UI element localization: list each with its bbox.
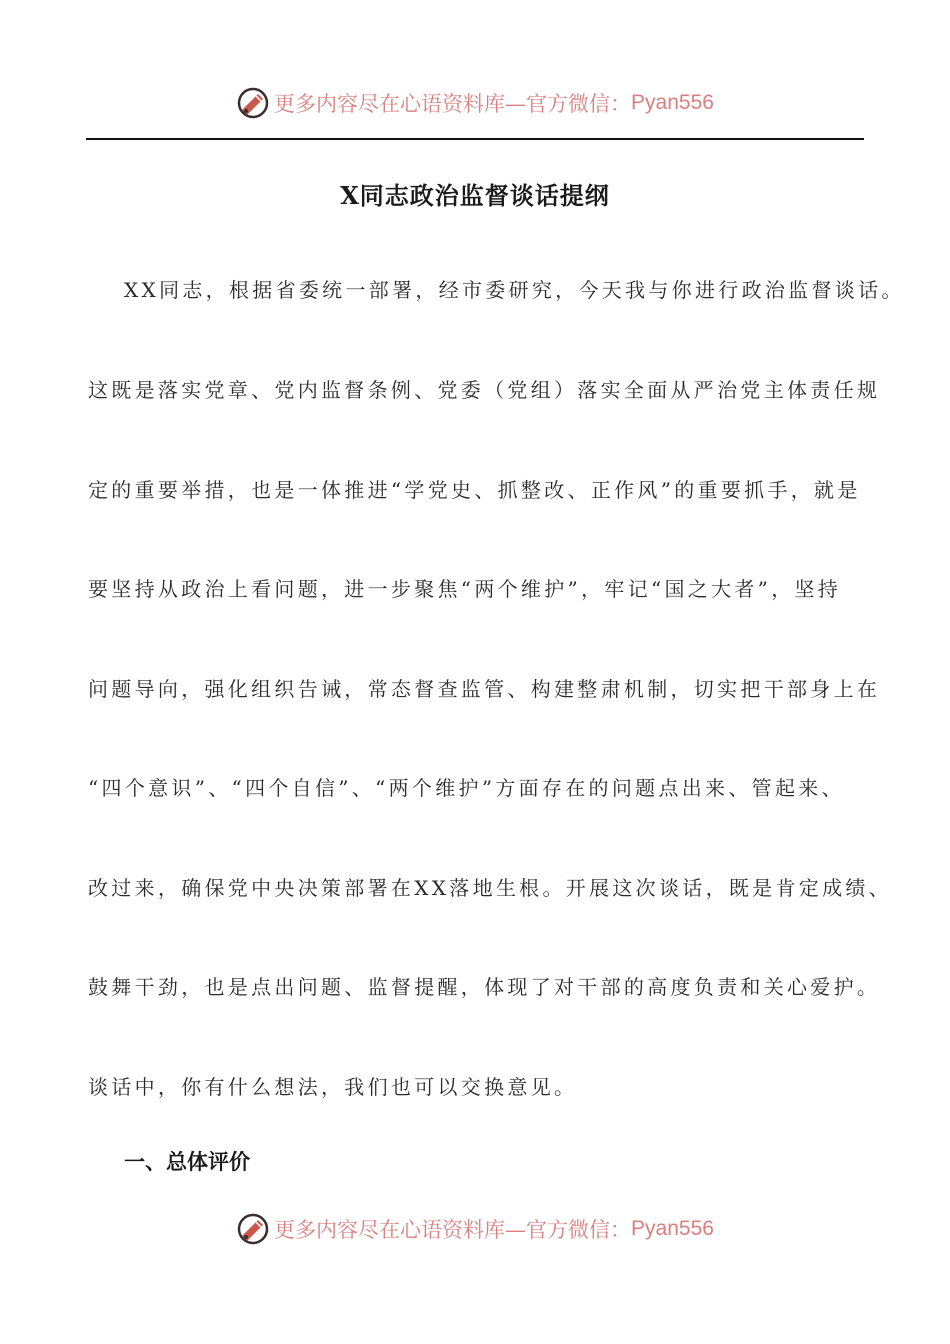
paragraph-line: XX同志，根据省委统一部署，经市委研究，今天我与你进行政治监督谈话。 — [124, 278, 905, 302]
header-banner — [0, 83, 950, 123]
paragraph-line: 改过来，确保党中央决策部署在XX落地生根。开展这次谈话，既是肯定成绩、 — [88, 876, 892, 900]
footer-banner-text: 更多内容尽在心语资料库—官方微信： — [274, 1218, 632, 1242]
paragraph-line: 要坚持从政治上看问题，进一步聚焦“两个维护”，牢记“国之大者”，坚持 — [88, 577, 842, 601]
pen-nib-logo-icon — [236, 86, 270, 120]
header-divider — [86, 138, 864, 140]
paragraph-line: 谈话中，你有什么想法，我们也可以交换意见。 — [88, 1075, 578, 1099]
header-banner-wechat-id: Pyan556 — [631, 91, 714, 114]
footer-banner-wechat-id: Pyan556 — [631, 1217, 714, 1240]
paragraph-line: 这既是落实党章、党内监督条例、党委（党组）落实全面从严治党主体责任规 — [88, 378, 881, 402]
header-banner-text: 更多内容尽在心语资料库—官方微信： — [274, 92, 632, 116]
paragraph-line: 问题导向，强化组织告诫，常态督查监管、构建整肃机制，切实把干部身上在 — [88, 677, 881, 701]
paragraph-line: 定的重要举措，也是一体推进“学党史、抓整改、正作风”的重要抓手，就是 — [88, 478, 861, 502]
paragraph-line: 鼓舞干劲，也是点出问题、监督提醒，体现了对干部的高度负责和关心爱护。 — [88, 975, 881, 999]
footer-banner-content — [236, 1212, 714, 1246]
pen-nib-logo-icon — [236, 1212, 270, 1246]
document-title: X同志政治监督谈话提纲 — [340, 181, 610, 210]
paragraph-line: “四个意识”、“四个自信”、“两个维护”方面存在的问题点出来、管起来、 — [88, 776, 845, 800]
section-heading: 一、总体评价 — [124, 1149, 250, 1174]
footer-banner — [0, 1209, 950, 1249]
header-banner-content — [236, 86, 714, 120]
